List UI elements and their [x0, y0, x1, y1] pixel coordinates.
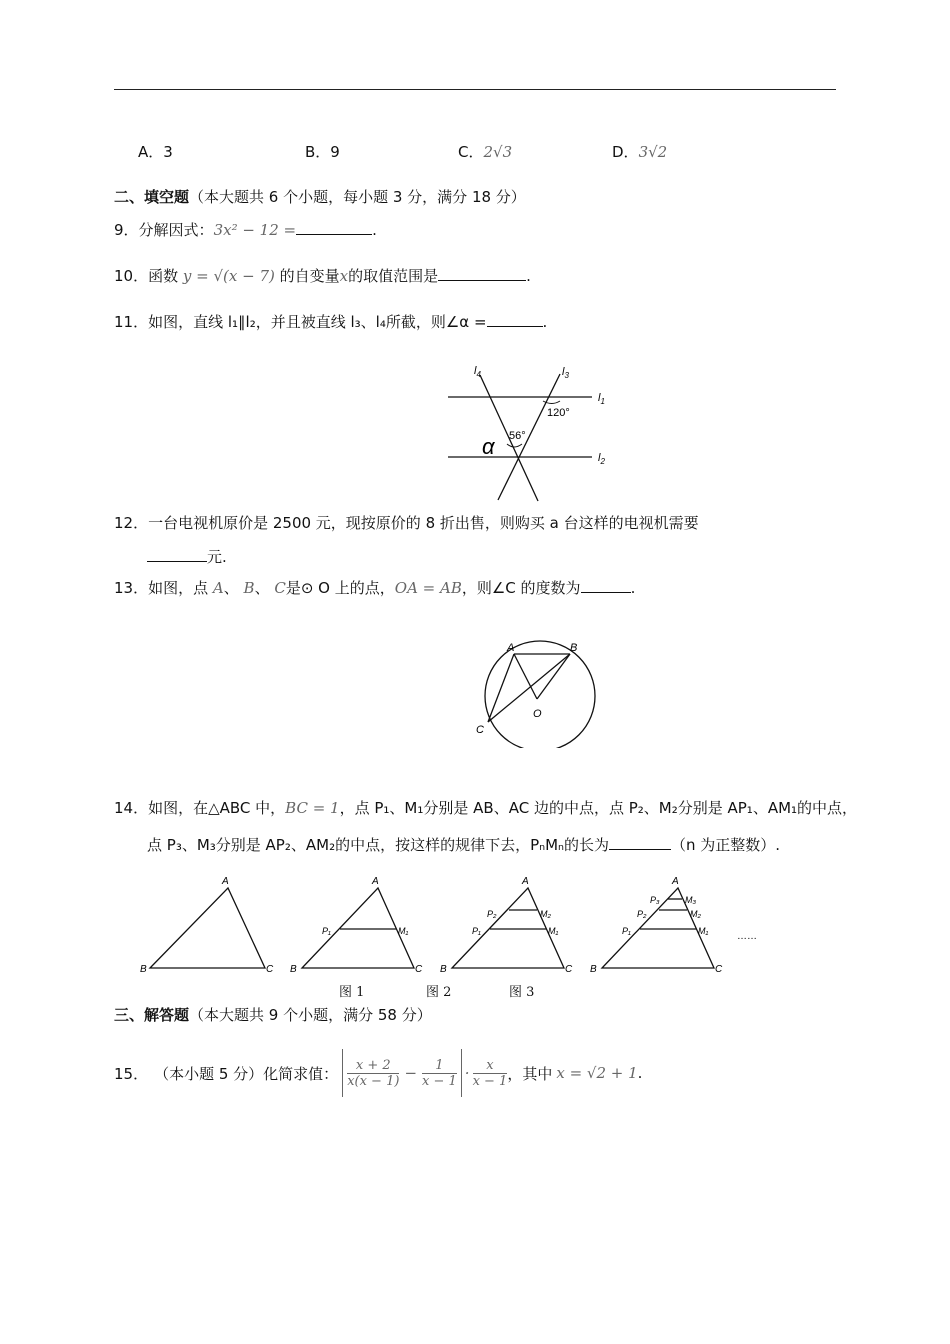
- option-c: [458, 141, 512, 162]
- label-l1: $l_1$: [598, 392, 605, 406]
- answer-blank[interactable]: [147, 547, 207, 562]
- question-text: 如图，在△ABC 中，: [148, 799, 286, 817]
- label-b: B: [590, 964, 597, 975]
- caption-figure-2: 图 2: [426, 985, 452, 1000]
- question-text: ，则∠C 的度数为: [461, 579, 581, 597]
- math-variable: B: [243, 579, 255, 597]
- caption-figure-3: 图 3: [509, 985, 535, 1000]
- label-a: A: [222, 876, 229, 887]
- label-c: C: [266, 964, 274, 975]
- math-expression: OA = AB: [394, 579, 462, 597]
- question-13: [114, 577, 635, 598]
- question-text: 如图，点: [148, 579, 209, 597]
- question-number: 12．: [114, 514, 149, 532]
- question-15: [114, 1047, 642, 1099]
- question-10: [114, 265, 531, 286]
- label-c: C: [715, 964, 723, 975]
- label-p1: P₁: [622, 926, 631, 936]
- figure-13-circle: [470, 638, 610, 748]
- numerator: 1: [435, 1057, 444, 1073]
- numerator: x + 2: [355, 1057, 391, 1073]
- denominator: x − 1: [422, 1073, 457, 1089]
- label-p2: P₂: [487, 909, 497, 919]
- answer-blank[interactable]: [438, 266, 526, 281]
- label-b: B: [440, 964, 447, 975]
- triangle-abc: [140, 876, 274, 975]
- numerator: x: [486, 1057, 494, 1073]
- question-12-line2: [147, 546, 227, 567]
- label-p1: P₁: [322, 926, 331, 936]
- question-number: 10．: [114, 267, 149, 285]
- math-variable: x: [339, 267, 349, 285]
- answer-blank[interactable]: [581, 578, 631, 593]
- punctuation: 、: [223, 579, 239, 597]
- label-m2: M₂: [540, 909, 551, 919]
- option-value: 3√2: [638, 143, 668, 161]
- segment-bc: [488, 654, 570, 722]
- fraction-1: [347, 1058, 399, 1089]
- triangle-figure-3: [590, 876, 723, 975]
- label-a: A: [507, 642, 515, 654]
- label-a: A: [672, 876, 679, 887]
- figure-14-triangles: [130, 872, 770, 980]
- question-text: 点 P₃、M₃分别是 AP₂、AM₂的中点，按这样的规律下去，PₙMₙ的长为: [147, 836, 610, 854]
- label-p1: P₁: [472, 926, 481, 936]
- option-value: 3: [163, 143, 173, 161]
- option-b: [305, 141, 340, 162]
- label-m1: M₁: [548, 926, 559, 936]
- question-number: 14．: [114, 799, 149, 817]
- option-letter: B．: [305, 143, 331, 161]
- operator: ·: [464, 1064, 470, 1082]
- continuation-dots: ……: [737, 931, 757, 942]
- question-number: 13．: [114, 579, 149, 597]
- label-l3: $l_3$: [562, 366, 569, 380]
- label-l4: $l_4$: [474, 365, 481, 379]
- question-text: 一台电视机原价是 2500 元，现按原价的 8 折出售，则购买 a 台这样的电视机需要: [148, 514, 699, 532]
- section-3-heading: [114, 1004, 432, 1025]
- triangle-figure-2: [440, 876, 573, 975]
- segment-ao: [514, 654, 537, 699]
- math-expression: BC = 1: [285, 799, 340, 817]
- triangle-figure-1: [290, 876, 423, 975]
- question-text: （n 为正整数）.: [671, 836, 781, 854]
- question-11: [114, 311, 547, 332]
- label-c: C: [476, 724, 484, 736]
- question-number: 11．: [114, 313, 149, 331]
- label-o: O: [533, 708, 542, 720]
- label-m2: M₂: [690, 909, 701, 919]
- math-expression: 3x² − 12 =: [213, 221, 297, 239]
- answer-blank[interactable]: [487, 312, 543, 327]
- label-b: B: [290, 964, 297, 975]
- section-title: 二、填空题: [114, 188, 190, 206]
- label-m3: M₃: [685, 895, 697, 905]
- punctuation: .: [637, 1064, 643, 1082]
- question-text: ，点 P₁、M₁分别是 AB、AC 边的中点，点 P₂、M₂分别是 AP₁、AM₁的中点，: [339, 799, 858, 817]
- angle-label-alpha: α: [482, 434, 495, 459]
- label-m1: M₁: [398, 926, 409, 936]
- punctuation: .: [372, 221, 377, 239]
- figure-11-parallel-lines: [440, 360, 620, 505]
- question-text: 是⊙ O 上的点，: [285, 579, 395, 597]
- angle-label-56: 56°: [509, 430, 526, 442]
- question-14-line2: [147, 834, 780, 855]
- punctuation: 、: [254, 579, 270, 597]
- question-text: 的自变量: [279, 267, 340, 285]
- question-12: [114, 512, 699, 533]
- label-b: B: [140, 964, 147, 975]
- question-text: 分解因式：: [138, 221, 214, 239]
- label-c: C: [565, 964, 573, 975]
- question-text: （本小题 5 分）化简求值：: [154, 1064, 339, 1083]
- denominator: x(x − 1): [347, 1073, 400, 1089]
- label-p3: P₃: [650, 895, 660, 905]
- option-letter: D．: [612, 143, 639, 161]
- label-l2: $l_2$: [598, 452, 605, 466]
- section-note: （本大题共 6 个小题，每小题 3 分，满分 18 分）: [189, 188, 526, 206]
- math-variable: A: [212, 579, 224, 597]
- option-letter: A．: [138, 143, 164, 161]
- question-text: 如图，直线 l₁∥l₂，并且被直线 l₃、l₄所截，则∠α =: [148, 313, 487, 331]
- answer-blank[interactable]: [296, 220, 372, 235]
- expression-bracket: [342, 1049, 462, 1097]
- label-a: A: [522, 876, 529, 887]
- question-text: 元.: [207, 548, 227, 566]
- punctuation: .: [542, 313, 548, 331]
- denominator: x − 1: [472, 1073, 508, 1089]
- option-letter: C．: [458, 143, 484, 161]
- answer-blank[interactable]: [609, 835, 671, 850]
- math-expression: x = √2 + 1: [556, 1064, 638, 1082]
- question-9: [114, 219, 377, 240]
- question-text: 函数: [148, 267, 179, 285]
- section-title: 三、解答题: [114, 1006, 190, 1024]
- question-number: 9．: [114, 221, 139, 239]
- fraction-2: [422, 1058, 457, 1089]
- angle-label-120: 120°: [547, 407, 570, 419]
- question-number: 15．: [114, 1064, 149, 1083]
- math-expression: y = √(x − 7): [182, 267, 275, 285]
- punctuation: .: [630, 579, 636, 597]
- section-note: （本大题共 9 个小题，满分 58 分）: [189, 1006, 432, 1024]
- angle-arc-56: [507, 444, 522, 447]
- question-text: 的取值范围是: [348, 267, 439, 285]
- header-rule: [114, 89, 836, 90]
- option-value: 2√3: [483, 143, 513, 161]
- label-c: C: [415, 964, 423, 975]
- math-variable: C: [274, 579, 286, 597]
- operator: −: [404, 1064, 418, 1082]
- label-m1: M₁: [698, 926, 709, 936]
- option-a: [138, 141, 173, 162]
- fraction-3: [473, 1058, 508, 1089]
- caption-figure-1: 图 1: [339, 985, 365, 1000]
- section-2-heading: [114, 186, 526, 207]
- option-d: [612, 141, 667, 162]
- label-p2: P₂: [637, 909, 647, 919]
- label-a: A: [372, 876, 379, 887]
- question-14: [114, 797, 857, 818]
- punctuation: .: [526, 267, 531, 285]
- label-b: B: [570, 642, 578, 654]
- option-value: 9: [330, 143, 340, 161]
- question-text: ，其中: [507, 1064, 553, 1083]
